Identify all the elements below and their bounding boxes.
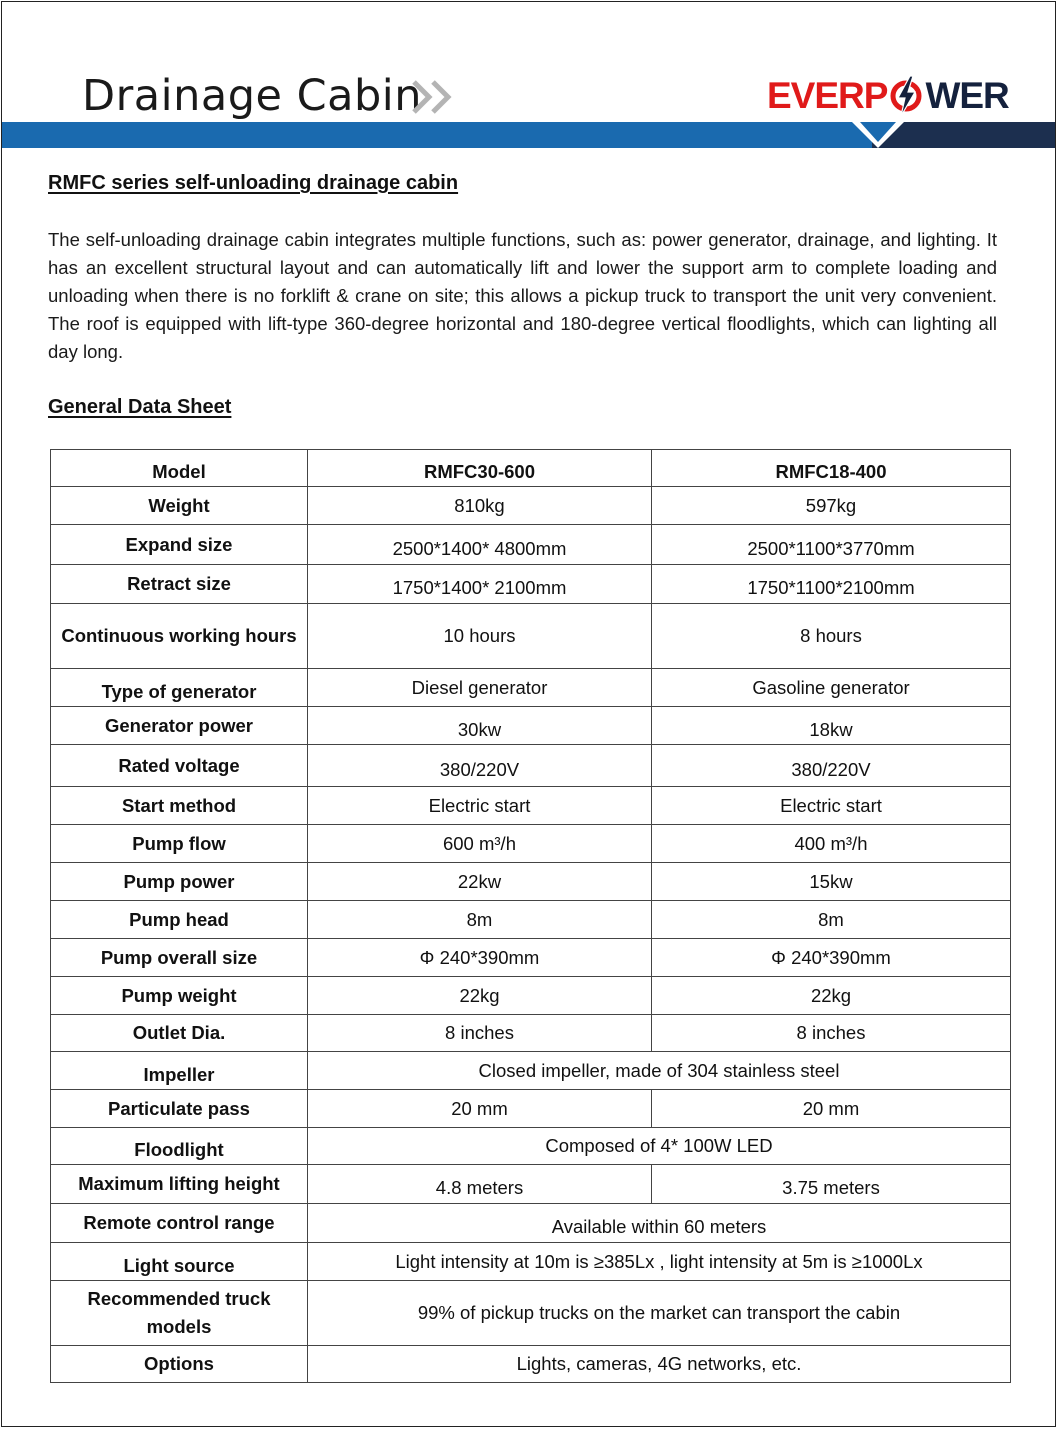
logo-text-part2: WER xyxy=(925,75,1009,116)
row-value-merged: Lights, cameras, 4G networks, etc. xyxy=(308,1346,1011,1383)
row-label: Remote control range xyxy=(51,1204,308,1243)
table-header-row xyxy=(51,450,1011,487)
row-value-col1: 20 mm xyxy=(308,1090,652,1128)
row-value-col2: 20 mm xyxy=(652,1090,1011,1128)
table-row xyxy=(51,787,1011,825)
series-heading: RMFC series self-unloading drainage cabin xyxy=(48,172,459,194)
row-value-col2: 2500*1100*3770mm xyxy=(652,525,1011,565)
row-value-col1: 4.8 meters xyxy=(308,1165,652,1204)
row-label: Pump power xyxy=(51,863,308,901)
row-label: Maximum lifting height xyxy=(51,1165,308,1204)
table-row xyxy=(51,1204,1011,1243)
row-label: Pump weight xyxy=(51,977,308,1015)
page-title: Drainage Cabin xyxy=(82,71,422,121)
table-row xyxy=(51,825,1011,863)
row-value-merged: Available within 60 meters xyxy=(308,1204,1011,1243)
row-label: Particulate pass xyxy=(51,1090,308,1128)
table-row xyxy=(51,1052,1011,1090)
row-label: Expand size xyxy=(51,525,308,565)
row-value-col2: 18kw xyxy=(652,707,1011,745)
double-chevron-icon xyxy=(410,78,456,116)
row-value-col1: 8m xyxy=(308,901,652,939)
table-row xyxy=(51,1128,1011,1165)
row-label: Weight xyxy=(51,487,308,525)
table-row xyxy=(51,901,1011,939)
row-label: Pump head xyxy=(51,901,308,939)
row-value-col2: 1750*1100*2100mm xyxy=(652,565,1011,604)
row-value-col2: 8m xyxy=(652,901,1011,939)
row-value-col1: 380/220V xyxy=(308,745,652,787)
row-label: Outlet Dia. xyxy=(51,1015,308,1052)
row-value-col2: 597kg xyxy=(652,487,1011,525)
intro-paragraph: The self-unloading drainage cabin integrates multiple functions, such as: power generator, drainage, and lighting. It has an excellent structural layout and can automatically lift and lower the support arm to complete loading and unloading when there is no forklift & crane on site; this allows a pickup truck to transport the unit very convenient. The roof is equipped with lift-type 360-degree horizontal and 180-degree vertical floodlights, which can lighting all day long. xyxy=(48,229,997,362)
table-row xyxy=(51,1281,1011,1346)
row-label: Light source xyxy=(51,1243,308,1281)
row-value-col1: 600 m³/h xyxy=(308,825,652,863)
logo-text-part1: EVERP xyxy=(767,75,888,116)
table-row xyxy=(51,863,1011,901)
row-value-col2: Gasoline generator xyxy=(652,669,1011,707)
row-value-col2: 22kg xyxy=(652,977,1011,1015)
row-label: Floodlight xyxy=(51,1128,308,1165)
row-label: Start method xyxy=(51,787,308,825)
table-row xyxy=(51,1243,1011,1281)
table-row xyxy=(51,939,1011,977)
row-label: Generator power xyxy=(51,707,308,745)
table-row xyxy=(51,707,1011,745)
row-value-merged: Light intensity at 10m is ≥385Lx , light intensity at 5m is ≥1000Lx xyxy=(308,1243,1011,1281)
table-row xyxy=(51,745,1011,787)
header-band xyxy=(2,122,1055,148)
row-value-col1: 8 inches xyxy=(308,1015,652,1052)
table-row xyxy=(51,565,1011,604)
model-rmfc18-400-header: RMFC18-400 xyxy=(652,450,1011,487)
table-row xyxy=(51,525,1011,565)
table-row xyxy=(51,1090,1011,1128)
data-sheet-heading: General Data Sheet xyxy=(48,396,232,418)
row-label: Options xyxy=(51,1346,308,1383)
row-value-col1: Diesel generator xyxy=(308,669,652,707)
table-row xyxy=(51,1015,1011,1052)
table-row xyxy=(51,1346,1011,1383)
row-value-col1: 810kg xyxy=(308,487,652,525)
table-row xyxy=(51,487,1011,525)
table-row xyxy=(51,1165,1011,1204)
row-value-merged: 99% of pickup trucks on the market can transport the cabin xyxy=(308,1281,1011,1346)
row-value-merged: Composed of 4* 100W LED xyxy=(308,1128,1011,1165)
everpower-logo xyxy=(767,72,1009,120)
row-value-col1: 22kg xyxy=(308,977,652,1015)
row-label: Rated voltage xyxy=(51,745,308,787)
row-label: Continuous working hours xyxy=(51,604,308,669)
row-value-col2: 15kw xyxy=(652,863,1011,901)
row-label: Pump overall size xyxy=(51,939,308,977)
row-label: Type of generator xyxy=(51,669,308,707)
row-value-col2: Electric start xyxy=(652,787,1011,825)
table-header-label: Model xyxy=(51,450,308,487)
row-label: Impeller xyxy=(51,1052,308,1090)
row-value-col1: 30kw xyxy=(308,707,652,745)
row-label: Recommended truck models xyxy=(51,1281,308,1346)
model-rmfc30-600-header: RMFC30-600 xyxy=(308,450,652,487)
table-row xyxy=(51,977,1011,1015)
row-label: Retract size xyxy=(51,565,308,604)
row-value-col2: Φ 240*390mm xyxy=(652,939,1011,977)
row-value-col2: 8 inches xyxy=(652,1015,1011,1052)
row-value-col1: Electric start xyxy=(308,787,652,825)
spec-table xyxy=(50,449,1011,1383)
power-bolt-icon xyxy=(888,76,924,116)
row-value-col2: 8 hours xyxy=(652,604,1011,669)
row-value-col1: 22kw xyxy=(308,863,652,901)
row-value-col2: 3.75 meters xyxy=(652,1165,1011,1204)
row-value-col1: 10 hours xyxy=(308,604,652,669)
row-value-col2: 400 m³/h xyxy=(652,825,1011,863)
row-value-col2: 380/220V xyxy=(652,745,1011,787)
table-row xyxy=(51,669,1011,707)
row-label: Pump flow xyxy=(51,825,308,863)
row-value-merged: Closed impeller, made of 304 stainless steel xyxy=(308,1052,1011,1090)
row-value-col1: Φ 240*390mm xyxy=(308,939,652,977)
row-value-col1: 1750*1400* 2100mm xyxy=(308,565,652,604)
table-row xyxy=(51,604,1011,669)
row-value-col1: 2500*1400* 4800mm xyxy=(308,525,652,565)
